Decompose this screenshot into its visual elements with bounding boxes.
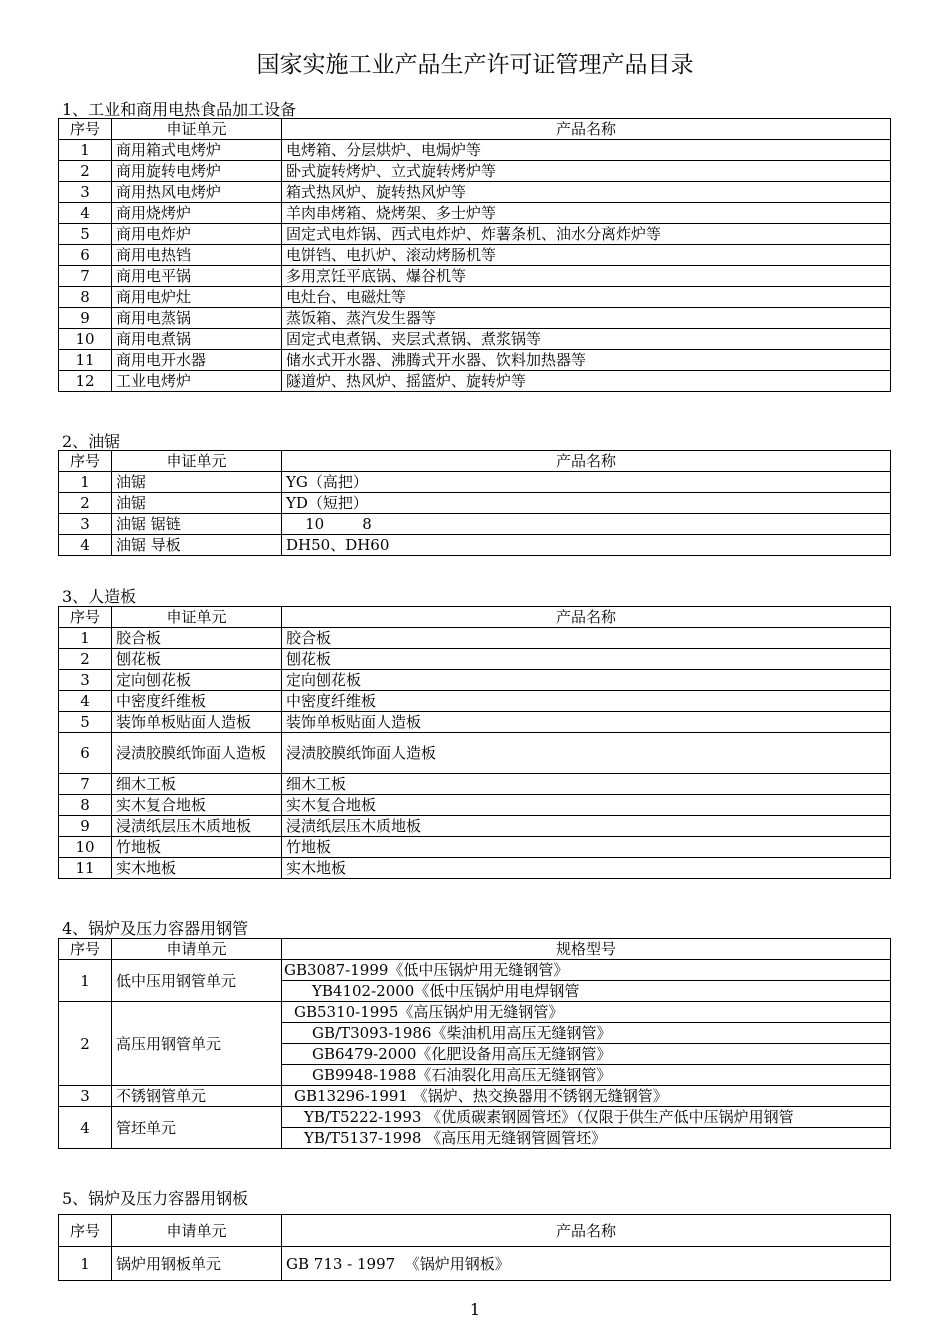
- row-number: 3: [59, 182, 112, 203]
- product-cell: 固定式电煮锅、夹层式煮锅、煮浆锅等: [282, 329, 891, 350]
- unit-cell: 商用电开水器: [112, 350, 282, 371]
- unit-cell: 油锯 导板: [112, 535, 282, 556]
- spec-cell: GB9948-1988《石油裂化用高压无缝钢管》: [282, 1065, 891, 1086]
- column-header: 产品名称: [282, 1215, 891, 1247]
- unit-cell: 低中压用钢管单元: [112, 960, 282, 1002]
- table-section-5: [58, 1214, 891, 1281]
- table-row: [59, 161, 891, 182]
- unit-cell: 商用电热铛: [112, 245, 282, 266]
- unit-cell: 工业电烤炉: [112, 371, 282, 392]
- table-section-2: [58, 450, 891, 556]
- product-cell: 电灶台、电磁灶等: [282, 287, 891, 308]
- product-cell: 浸渍纸层压木质地板: [282, 816, 891, 837]
- row-number: 1: [59, 140, 112, 161]
- table-row: [59, 371, 891, 392]
- table-row: [59, 224, 891, 245]
- product-cell: 多用烹饪平底锅、爆谷机等: [282, 266, 891, 287]
- row-number: 9: [59, 308, 112, 329]
- table-row: [59, 329, 891, 350]
- unit-cell: 油锯: [112, 472, 282, 493]
- unit-cell: 中密度纤维板: [112, 691, 282, 712]
- row-number: 7: [59, 774, 112, 795]
- unit-cell: 油锯: [112, 493, 282, 514]
- row-number: 6: [59, 245, 112, 266]
- product-cell: 电饼铛、电扒炉、滚动烤肠机等: [282, 245, 891, 266]
- product-cell: YG（高把）: [282, 472, 891, 493]
- column-header: 序号: [59, 607, 112, 628]
- row-number: 10: [59, 329, 112, 350]
- table-section-4: [58, 938, 891, 1149]
- table-row: [59, 1247, 891, 1281]
- product-cell: 固定式电炸锅、西式电炸炉、炸薯条机、油水分离炸炉等: [282, 224, 891, 245]
- unit-cell: 油锯 锯链: [112, 514, 282, 535]
- row-number: 1: [59, 472, 112, 493]
- product-cell: 浸渍胶膜纸饰面人造板: [282, 733, 891, 774]
- product-cell: 卧式旋转烤炉、立式旋转烤炉等: [282, 161, 891, 182]
- unit-cell: 浸渍胶膜纸饰面人造板: [112, 733, 282, 774]
- table-row: [59, 140, 891, 161]
- spec-cell: GB5310-1995《高压锅炉用无缝钢管》: [282, 1002, 891, 1023]
- row-number: 11: [59, 858, 112, 879]
- column-header: 申证单元: [112, 451, 282, 472]
- row-number: 2: [59, 1002, 112, 1086]
- product-cell: YD（短把）: [282, 493, 891, 514]
- product-cell: 胶合板: [282, 628, 891, 649]
- product-cell: 实木复合地板: [282, 795, 891, 816]
- unit-cell: 商用电炉灶: [112, 287, 282, 308]
- unit-cell: 实木地板: [112, 858, 282, 879]
- table-row: [59, 1002, 891, 1023]
- row-number: 4: [59, 203, 112, 224]
- unit-cell: 商用电蒸锅: [112, 308, 282, 329]
- product-cell: 羊肉串烤箱、烧烤架、多士炉等: [282, 203, 891, 224]
- spec-cell: YB/T5222-1993 《优质碳素钢圆管坯》（仅限于供生产低中压锅炉用钢管: [282, 1107, 891, 1128]
- row-number: 4: [59, 1107, 112, 1149]
- row-number: 5: [59, 712, 112, 733]
- table-row: [59, 795, 891, 816]
- page-title: 国家实施工业产品生产许可证管理产品目录: [256, 52, 694, 78]
- row-number: 4: [59, 691, 112, 712]
- row-number: 3: [59, 514, 112, 535]
- unit-cell: 商用箱式电烤炉: [112, 140, 282, 161]
- table-row: [59, 493, 891, 514]
- row-number: 5: [59, 224, 112, 245]
- column-header: 产品名称: [282, 607, 891, 628]
- table-header-row: [59, 119, 891, 140]
- product-cell: 装饰单板贴面人造板: [282, 712, 891, 733]
- table-row: [59, 308, 891, 329]
- table-row: [59, 733, 891, 774]
- spec-cell: GB3087-1999《低中压锅炉用无缝钢管》: [282, 960, 891, 981]
- table-row: [59, 1086, 891, 1107]
- row-number: 3: [59, 670, 112, 691]
- section-heading: 4、锅炉及压力容器用钢管: [62, 919, 249, 938]
- row-number: 11: [59, 350, 112, 371]
- table-row: [59, 203, 891, 224]
- table-section-3: [58, 606, 891, 879]
- column-header: 序号: [59, 1215, 112, 1247]
- unit-cell: 竹地板: [112, 837, 282, 858]
- unit-cell: 刨花板: [112, 649, 282, 670]
- table-row: [59, 649, 891, 670]
- table-row: [59, 535, 891, 556]
- table-row: [59, 245, 891, 266]
- spec-cell: YB4102-2000《低中压锅炉用电焊钢管: [282, 981, 891, 1002]
- section-heading: 2、油锯: [62, 432, 121, 451]
- row-number: 3: [59, 1086, 112, 1107]
- unit-cell: 商用电炸炉: [112, 224, 282, 245]
- product-cell: 实木地板: [282, 858, 891, 879]
- product-cell: GB 713 - 1997 《锅炉用钢板》: [282, 1247, 891, 1281]
- unit-cell: 锅炉用钢板单元: [112, 1247, 282, 1281]
- column-header: 序号: [59, 451, 112, 472]
- table-row: [59, 712, 891, 733]
- table-header-row: [59, 939, 891, 960]
- section-heading: 1、工业和商用电热食品加工设备: [62, 100, 297, 119]
- table-header-row: [59, 1215, 891, 1247]
- spec-cell: GB6479-2000《化肥设备用高压无缝钢管》: [282, 1044, 891, 1065]
- table-row: [59, 774, 891, 795]
- spec-cell: YB/T5137-1998 《高压用无缝钢管圆管坯》: [282, 1128, 891, 1149]
- product-cell: 隧道炉、热风炉、摇篮炉、旋转炉等: [282, 371, 891, 392]
- product-cell: 电烤箱、分层烘炉、电焗炉等: [282, 140, 891, 161]
- table-row: [59, 960, 891, 981]
- section-heading: 3、人造板: [62, 587, 137, 606]
- unit-cell: 商用热风电烤炉: [112, 182, 282, 203]
- page-number: 1: [469, 1300, 481, 1319]
- unit-cell: 高压用钢管单元: [112, 1002, 282, 1086]
- row-number: 2: [59, 493, 112, 514]
- unit-cell: 商用烧烤炉: [112, 203, 282, 224]
- product-cell: 定向刨花板: [282, 670, 891, 691]
- unit-cell: 商用电平锅: [112, 266, 282, 287]
- row-number: 1: [59, 1247, 112, 1281]
- column-header: 产品名称: [282, 119, 891, 140]
- table-header-row: [59, 607, 891, 628]
- table-row: [59, 691, 891, 712]
- product-cell: 蒸饭箱、蒸汽发生器等: [282, 308, 891, 329]
- table-row: [59, 350, 891, 371]
- table-row: [59, 514, 891, 535]
- column-header: 申请单元: [112, 1215, 282, 1247]
- table-row: [59, 858, 891, 879]
- table-section-1: [58, 118, 891, 392]
- unit-cell: 装饰单板贴面人造板: [112, 712, 282, 733]
- spec-cell: GB/T3093-1986《柴油机用高压无缝钢管》: [282, 1023, 891, 1044]
- table-row: [59, 1107, 891, 1128]
- row-number: 2: [59, 161, 112, 182]
- row-number: 8: [59, 795, 112, 816]
- table-row: [59, 287, 891, 308]
- section-heading: 5、锅炉及压力容器用钢板: [62, 1189, 249, 1208]
- unit-cell: 不锈钢管单元: [112, 1086, 282, 1107]
- column-header: 序号: [59, 939, 112, 960]
- table-header-row: [59, 451, 891, 472]
- row-number: 7: [59, 266, 112, 287]
- unit-cell: 定向刨花板: [112, 670, 282, 691]
- table-row: [59, 472, 891, 493]
- spec-cell: GB13296-1991 《锅炉、热交换器用不锈钢无缝钢管》: [282, 1086, 891, 1107]
- unit-cell: 浸渍纸层压木质地板: [112, 816, 282, 837]
- column-header: 申证单元: [112, 119, 282, 140]
- column-header: 规格型号: [282, 939, 891, 960]
- row-number: 1: [59, 628, 112, 649]
- row-number: 8: [59, 287, 112, 308]
- product-cell: 储水式开水器、沸腾式开水器、饮料加热器等: [282, 350, 891, 371]
- table-row: [59, 670, 891, 691]
- column-header: 序号: [59, 119, 112, 140]
- column-header: 产品名称: [282, 451, 891, 472]
- table-row: [59, 837, 891, 858]
- unit-cell: 商用电煮锅: [112, 329, 282, 350]
- product-cell: 10 8: [282, 514, 891, 535]
- unit-cell: 管坯单元: [112, 1107, 282, 1149]
- row-number: 10: [59, 837, 112, 858]
- product-cell: 细木工板: [282, 774, 891, 795]
- column-header: 申请单元: [112, 939, 282, 960]
- row-number: 6: [59, 733, 112, 774]
- product-cell: 刨花板: [282, 649, 891, 670]
- unit-cell: 商用旋转电烤炉: [112, 161, 282, 182]
- table-row: [59, 182, 891, 203]
- unit-cell: 实木复合地板: [112, 795, 282, 816]
- table-row: [59, 816, 891, 837]
- product-cell: 竹地板: [282, 837, 891, 858]
- row-number: 9: [59, 816, 112, 837]
- product-cell: DH50、DH60: [282, 535, 891, 556]
- row-number: 1: [59, 960, 112, 1002]
- column-header: 申证单元: [112, 607, 282, 628]
- table-row: [59, 266, 891, 287]
- row-number: 12: [59, 371, 112, 392]
- unit-cell: 细木工板: [112, 774, 282, 795]
- unit-cell: 胶合板: [112, 628, 282, 649]
- table-row: [59, 628, 891, 649]
- product-cell: 中密度纤维板: [282, 691, 891, 712]
- row-number: 4: [59, 535, 112, 556]
- product-cell: 箱式热风炉、旋转热风炉等: [282, 182, 891, 203]
- row-number: 2: [59, 649, 112, 670]
